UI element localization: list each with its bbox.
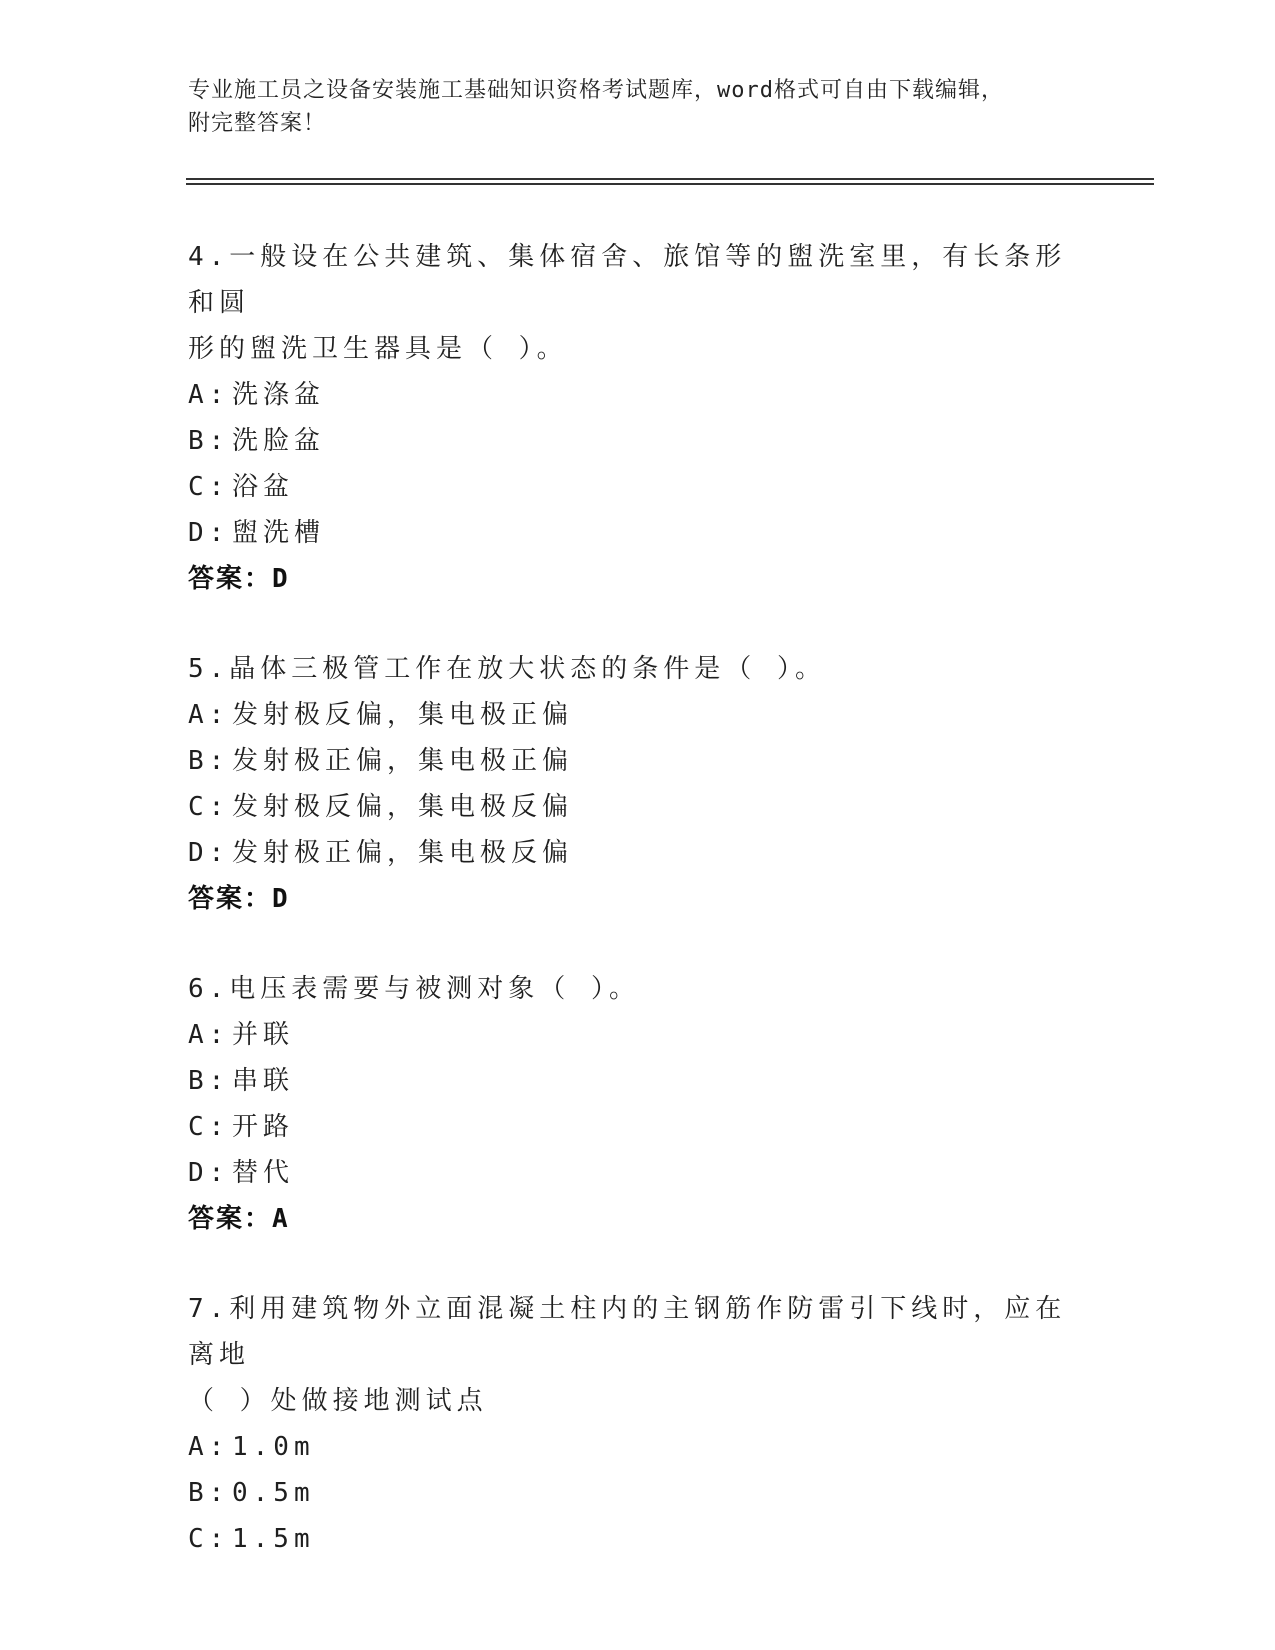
option-text: 发射极反偏，集电极正偏: [232, 700, 574, 730]
option-text: 洗涤盆: [232, 380, 326, 410]
option-d: [188, 830, 1088, 876]
question-4: [188, 234, 1088, 602]
option-letter: D:: [188, 838, 230, 868]
option-letter: A:: [188, 1432, 230, 1462]
option-d: [188, 510, 1088, 556]
answer-line: 答案：A: [188, 1204, 290, 1234]
option-letter: C:: [188, 1112, 230, 1142]
option-letter: A:: [188, 700, 230, 730]
option-a: [188, 692, 1088, 738]
option-letter: B:: [188, 746, 230, 776]
option-letter: B:: [188, 1066, 230, 1096]
header-rule-top: [186, 178, 1154, 180]
header-line-1: 专业施工员之设备安装施工基础知识资格考试题库，word格式可自由下载编辑，: [188, 78, 1004, 103]
option-text: 开路: [232, 1112, 295, 1142]
option-text: 串联: [232, 1066, 295, 1096]
option-letter: C:: [188, 792, 230, 822]
option-text: 盥洗槽: [232, 518, 326, 548]
option-b: [188, 1058, 1088, 1104]
option-text: 发射极正偏，集电极反偏: [232, 838, 574, 868]
question-stem: 7.利用建筑物外立面混凝土柱内的主钢筋作防雷引下线时，应在离地: [188, 1294, 1067, 1370]
question-stem: 6.电压表需要与被测对象（ ）。: [188, 974, 640, 1004]
option-b: [188, 418, 1088, 464]
question-5: [188, 646, 1088, 922]
option-text: 0.5m: [232, 1478, 315, 1508]
question-stem: 5.晶体三极管工作在放大状态的条件是（ ）。: [188, 654, 826, 684]
option-text: 1.5m: [232, 1524, 315, 1554]
answer-line: 答案：D: [188, 564, 290, 594]
option-letter: A:: [188, 380, 230, 410]
option-text: 洗脸盆: [232, 426, 326, 456]
option-letter: B:: [188, 426, 230, 456]
option-b: [188, 738, 1088, 784]
option-text: 并联: [232, 1020, 295, 1050]
option-text: 1.0m: [232, 1432, 315, 1462]
question-list: [188, 234, 1088, 1606]
option-text: 浴盆: [232, 472, 295, 502]
option-c: [188, 464, 1088, 510]
header-line-2: 附完整答案！: [188, 111, 327, 136]
option-a: [188, 1012, 1088, 1058]
option-letter: A:: [188, 1020, 230, 1050]
header-rule-bottom: [186, 183, 1154, 185]
option-text: 发射极正偏，集电极正偏: [232, 746, 574, 776]
option-letter: D:: [188, 518, 230, 548]
option-a: [188, 372, 1088, 418]
option-a: [188, 1424, 1088, 1470]
option-d: [188, 1150, 1088, 1196]
document-header: [188, 74, 1088, 140]
option-c: [188, 1516, 1088, 1562]
question-6: [188, 966, 1088, 1242]
option-letter: C:: [188, 1524, 230, 1554]
option-c: [188, 1104, 1088, 1150]
option-text: 发射极反偏，集电极反偏: [232, 792, 574, 822]
option-c: [188, 784, 1088, 830]
question-stem: （ ）处做接地测试点: [188, 1386, 488, 1416]
question-stem: 4.一般设在公共建筑、集体宿舍、旅馆等的盥洗室里，有长条形和圆: [188, 242, 1067, 318]
option-letter: D:: [188, 1158, 230, 1188]
option-letter: B:: [188, 1478, 230, 1508]
option-letter: C:: [188, 472, 230, 502]
question-stem: 形的盥洗卫生器具是（ ）。: [188, 334, 568, 364]
answer-line: 答案：D: [188, 884, 290, 914]
option-b: [188, 1470, 1088, 1516]
question-7: [188, 1286, 1088, 1562]
option-text: 替代: [232, 1158, 295, 1188]
